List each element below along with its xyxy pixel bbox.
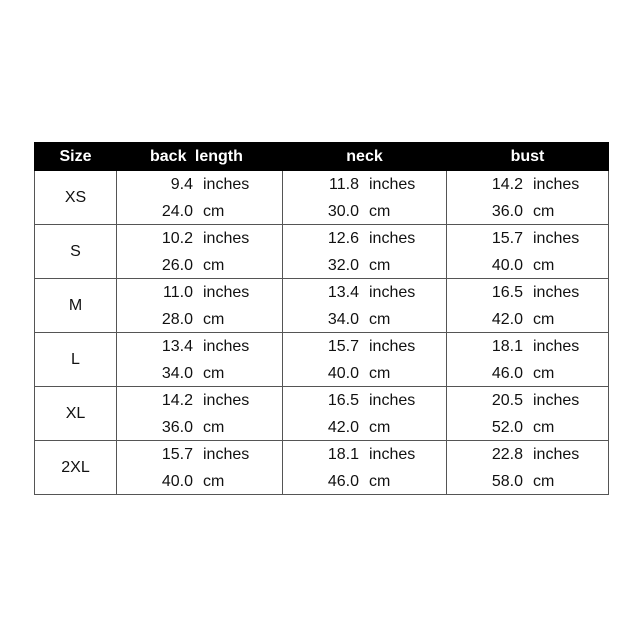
neck-value-cm: 34.0 [327, 311, 359, 328]
unit-label: cm [369, 473, 391, 490]
header-bust: bust [447, 143, 609, 171]
measure-cell-bust [447, 279, 609, 333]
back-value-inches: 11.0 [163, 284, 193, 301]
header-neck: neck [283, 143, 447, 171]
back-value-cm: 34.0 [161, 365, 193, 382]
table-row [35, 171, 609, 225]
table-row [35, 441, 609, 495]
back-value-cm: 36.0 [161, 419, 193, 436]
header-size: Size [35, 143, 117, 171]
size-chart-table [34, 142, 609, 495]
size-label: 2XL [35, 441, 117, 495]
unit-label: cm [203, 473, 225, 490]
measure-cell-back [117, 387, 283, 441]
unit-label: inches [203, 338, 250, 355]
size-label: XS [35, 171, 117, 225]
neck-value-inches: 18.1 [327, 446, 359, 463]
measure-cell-back [117, 441, 283, 495]
back-value-inches: 10.2 [161, 230, 193, 247]
size-label: M [35, 279, 117, 333]
size-label: S [35, 225, 117, 279]
unit-label: cm [533, 473, 555, 490]
bust-value-inches: 18.1 [491, 338, 523, 355]
unit-label: inches [203, 284, 250, 301]
back-value-inches: 14.2 [161, 392, 193, 409]
unit-label: cm [369, 311, 391, 328]
unit-label: inches [203, 446, 250, 463]
unit-label: cm [533, 203, 555, 220]
header-back-length: back length [117, 143, 283, 171]
header-row [35, 143, 609, 171]
measure-cell-bust [447, 441, 609, 495]
back-value-cm: 40.0 [161, 473, 193, 490]
unit-label: inches [533, 338, 580, 355]
unit-label: inches [369, 230, 416, 247]
table-row [35, 387, 609, 441]
measure-cell-back [117, 225, 283, 279]
unit-label: inches [369, 284, 416, 301]
unit-label: inches [533, 176, 580, 193]
measure-cell-back [117, 279, 283, 333]
unit-label: cm [369, 365, 391, 382]
bust-value-cm: 46.0 [491, 365, 523, 382]
measure-cell-neck [283, 279, 447, 333]
size-label: XL [35, 387, 117, 441]
neck-value-cm: 42.0 [327, 419, 359, 436]
bust-value-inches: 20.5 [491, 392, 523, 409]
unit-label: cm [203, 257, 225, 274]
unit-label: inches [203, 176, 250, 193]
back-value-inches: 9.4 [170, 176, 193, 193]
neck-value-cm: 30.0 [327, 203, 359, 220]
neck-value-inches: 13.4 [327, 284, 359, 301]
back-value-cm: 24.0 [161, 203, 193, 220]
measure-cell-bust [447, 387, 609, 441]
neck-value-cm: 32.0 [327, 257, 359, 274]
neck-value-cm: 40.0 [327, 365, 359, 382]
bust-value-cm: 52.0 [491, 419, 523, 436]
measure-cell-neck [283, 225, 447, 279]
unit-label: cm [203, 311, 225, 328]
measure-cell-back [117, 333, 283, 387]
bust-value-cm: 36.0 [491, 203, 523, 220]
table-body [35, 171, 609, 495]
unit-label: inches [533, 284, 580, 301]
bust-value-inches: 14.2 [491, 176, 523, 193]
unit-label: inches [533, 230, 580, 247]
table-row [35, 279, 609, 333]
neck-value-inches: 16.5 [327, 392, 359, 409]
measure-cell-neck [283, 171, 447, 225]
unit-label: cm [533, 311, 555, 328]
measure-cell-bust [447, 225, 609, 279]
neck-value-inches: 12.6 [327, 230, 359, 247]
bust-value-inches: 22.8 [491, 446, 523, 463]
unit-label: cm [203, 365, 225, 382]
measure-cell-bust [447, 333, 609, 387]
unit-label: cm [369, 419, 391, 436]
back-value-cm: 28.0 [161, 311, 193, 328]
neck-value-inches: 11.8 [329, 176, 359, 193]
table-row [35, 225, 609, 279]
back-value-inches: 15.7 [161, 446, 193, 463]
unit-label: cm [369, 203, 391, 220]
bust-value-inches: 16.5 [491, 284, 523, 301]
unit-label: cm [203, 419, 225, 436]
measure-cell-neck [283, 387, 447, 441]
measure-cell-bust [447, 171, 609, 225]
bust-value-cm: 40.0 [491, 257, 523, 274]
unit-label: inches [369, 176, 416, 193]
neck-value-inches: 15.7 [327, 338, 359, 355]
unit-label: inches [533, 392, 580, 409]
unit-label: inches [369, 446, 416, 463]
unit-label: cm [533, 419, 555, 436]
unit-label: inches [369, 338, 416, 355]
size-label: L [35, 333, 117, 387]
unit-label: cm [369, 257, 391, 274]
measure-cell-neck [283, 441, 447, 495]
unit-label: inches [533, 446, 580, 463]
bust-value-inches: 15.7 [491, 230, 523, 247]
back-value-cm: 26.0 [161, 257, 193, 274]
measure-cell-back [117, 171, 283, 225]
back-value-inches: 13.4 [161, 338, 193, 355]
neck-value-cm: 46.0 [327, 473, 359, 490]
unit-label: cm [533, 365, 555, 382]
unit-label: cm [533, 257, 555, 274]
unit-label: inches [203, 230, 250, 247]
measure-cell-neck [283, 333, 447, 387]
unit-label: cm [203, 203, 225, 220]
table-row [35, 333, 609, 387]
bust-value-cm: 42.0 [491, 311, 523, 328]
unit-label: inches [369, 392, 416, 409]
unit-label: inches [203, 392, 250, 409]
bust-value-cm: 58.0 [491, 473, 523, 490]
